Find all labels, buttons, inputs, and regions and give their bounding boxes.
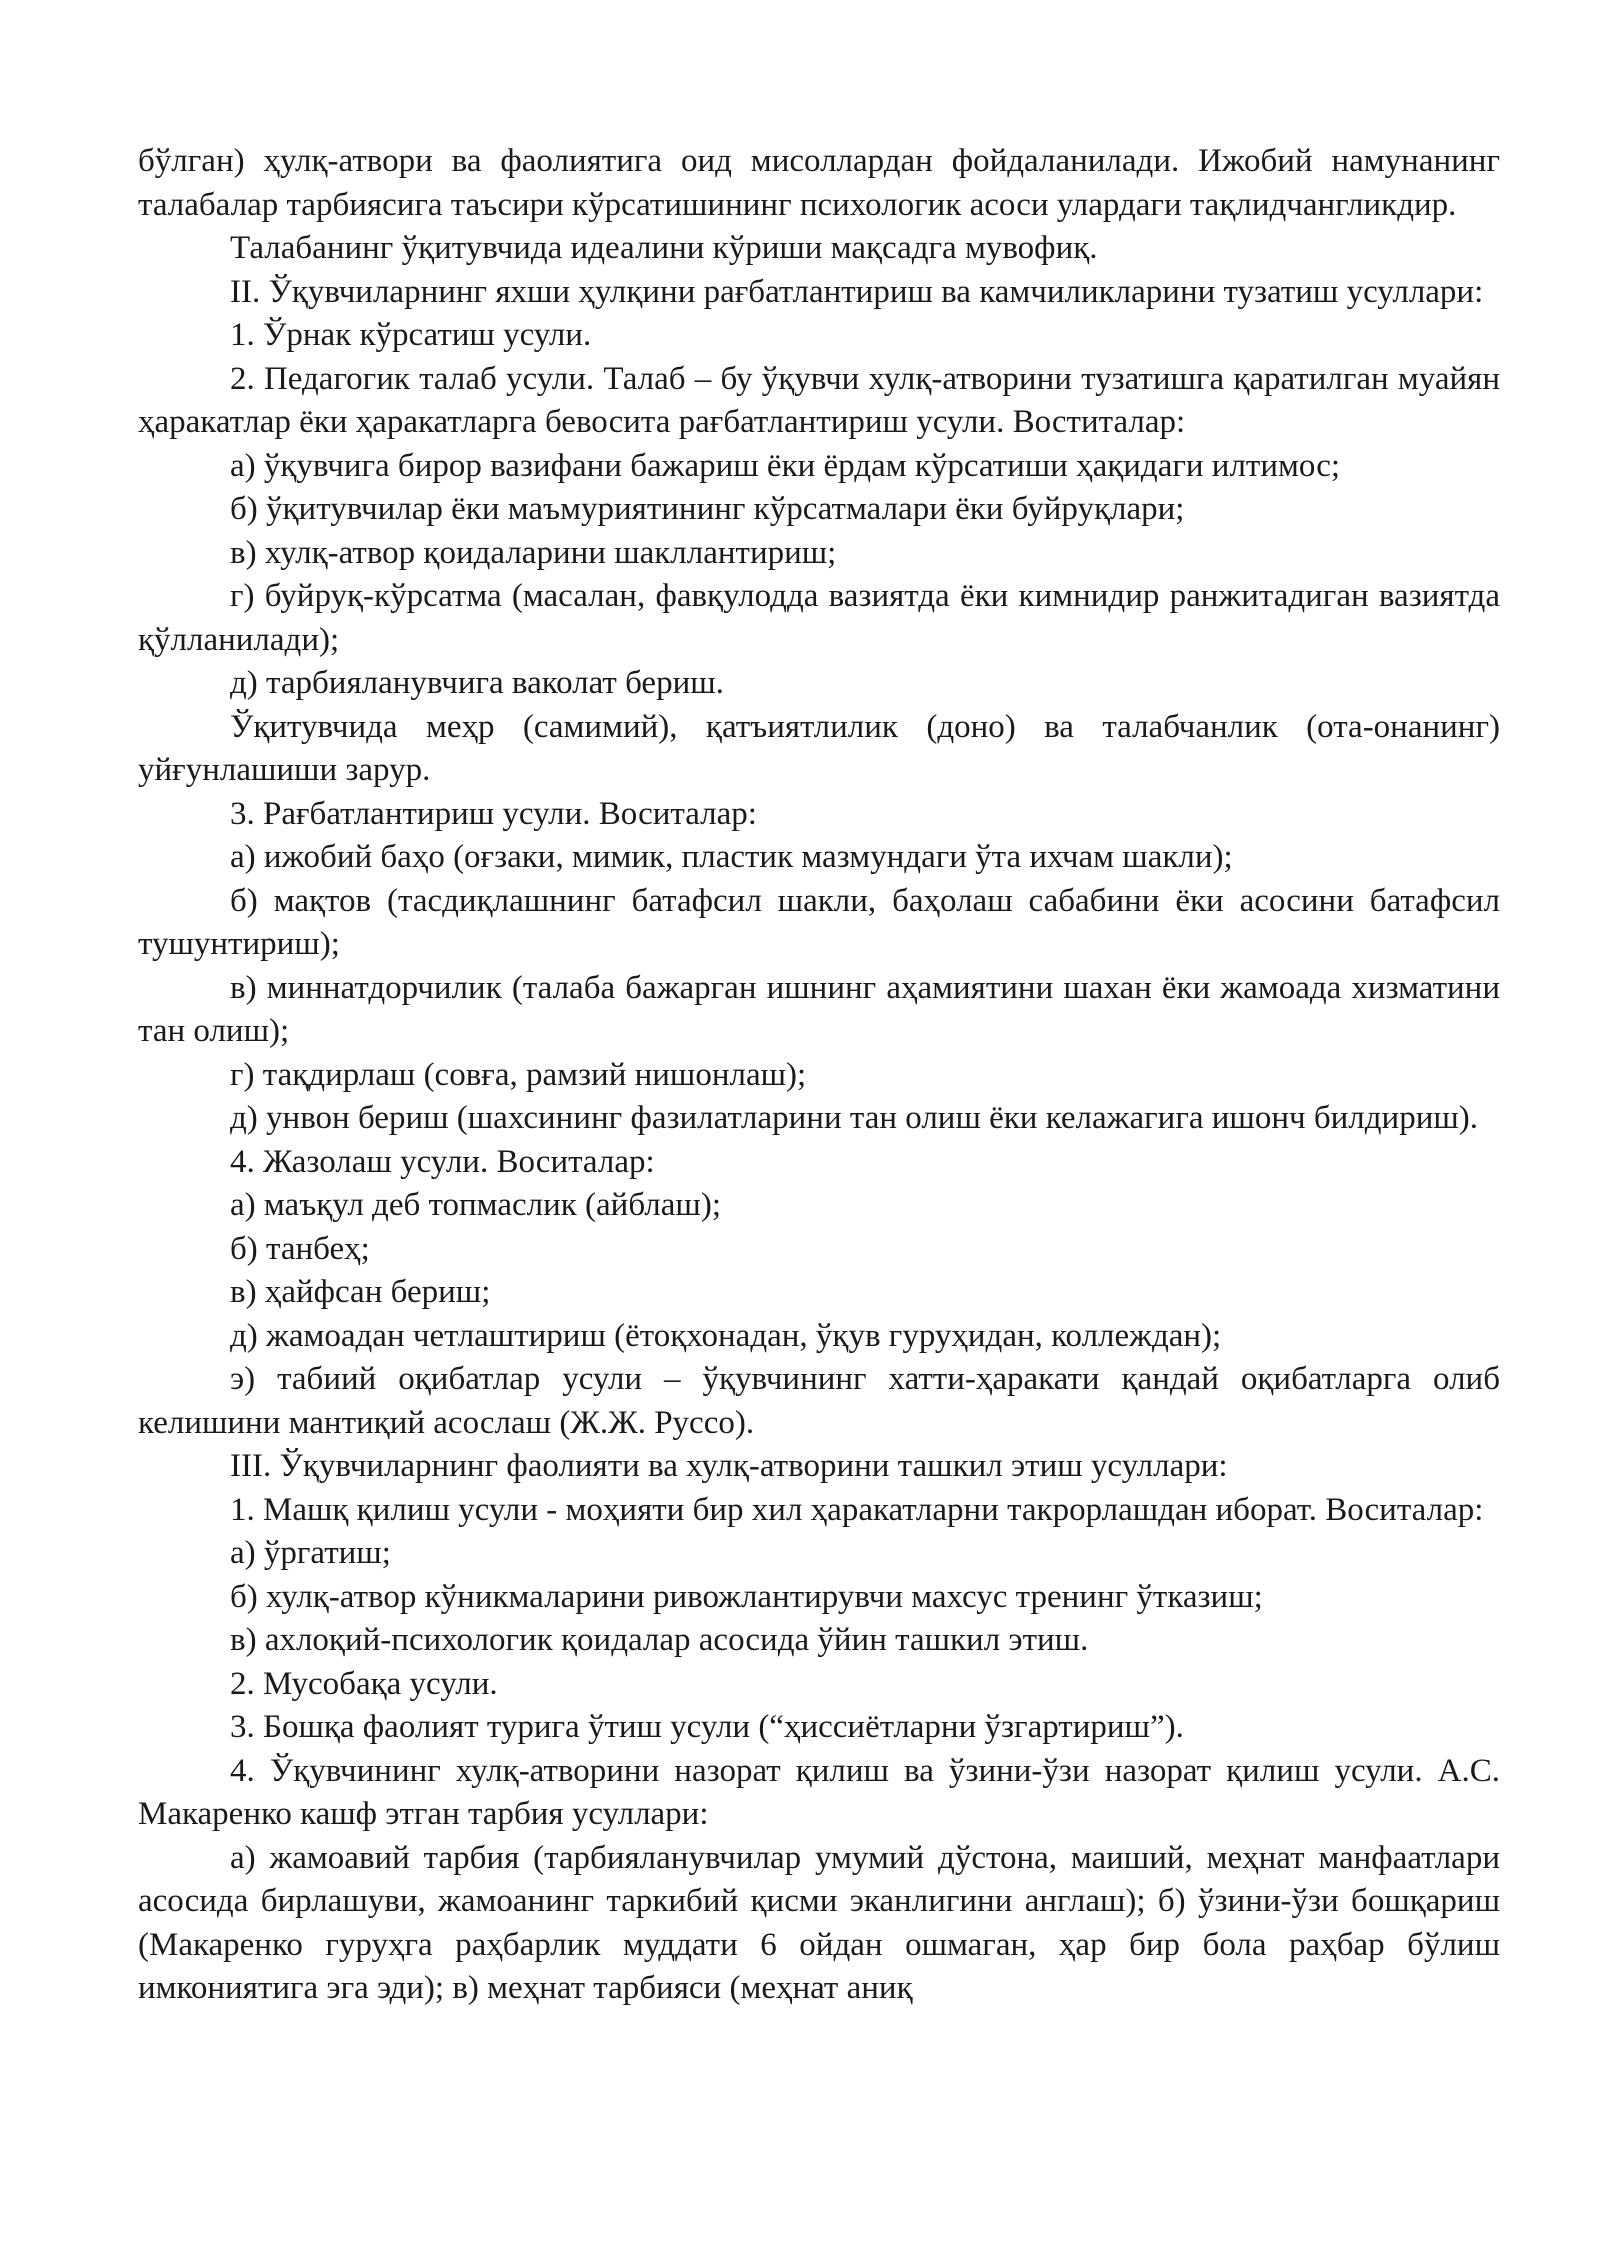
paragraph: 4. Ўқувчининг хулқ-атворини назорат қилиш ва ўзини-ўзи назорат қилиш усули. А.С. Макаренко кашф этган тарбия усуллари: [138,1752,1500,1832]
paragraph: а) ижобий баҳо (оғзаки, мимик, пластик мазмундаги ўта ихчам шакли); [230,839,1233,875]
paragraph: э) табиий оқибатлар усули – ўқувчининг хатти-ҳаракати қандай оқибатларга олиб келишини мантиқий асослаш (Ж.Ж. Руссо). [138,1361,1500,1441]
paragraph: в) хулқ-атвор қоидаларини шакллантириш; [230,534,837,571]
paragraph: а) ўргатиш; [230,1535,391,1571]
paragraph: а) жамоавий тарбия (тарбияланувчилар умумий дўстона, маиший, меҳнат манфаатлари асосида бирлашуви, жамоанинг таркибий қисми эканлигини англаш); б) ўзини-ўзи бошқариш (Макаренко гуруҳга раҳбарлик муддати 6 ойдан ошмаган, ҳар бир бола раҳбар бўлиш имкониятига эга эди); в) меҳнат тарбияси (меҳнат аниқ [138,1839,1500,2006]
paragraph: 3. Рағбатлантириш усули. Воситалар: [230,795,757,832]
paragraph: б) танбеҳ; [230,1230,370,1267]
paragraph: а) маъқул деб топмаслик (айблаш); [230,1187,721,1223]
paragraph: г) буйруқ-кўрсатма (масалан, фавқулодда вазиятда ёки кимнидир ранжитадиган вазиятда қўлланилади); [138,578,1500,658]
paragraph: б) хулқ-атвор кўникмаларини ривожлантирувчи махсус тренинг ўтказиш; [230,1578,1263,1615]
document-body [138,140,1500,2011]
paragraph: в) миннатдорчилик (талаба бажарган ишнинг аҳамиятини шахан ёки жамоада хизматини тан олиш); [138,969,1500,1049]
paragraph: д) тарбияланувчига ваколат бериш. [230,665,724,701]
paragraph: Талабанинг ўқитувчида идеалини кўриши мақсадга мувофиқ. [230,230,1098,266]
paragraph: бўлган) ҳулқ-атвори ва фаолиятига оид мисоллардан фойдаланилади. Ижобий намунанинг талабалар тарбиясига таъсири кўрсатишининг психологик асоси улардаги тақлидчангликдир. [138,143,1500,223]
paragraph: 1. Ўрнак кўрсатиш усули. [230,317,592,353]
paragraph: в) ҳайфсан бериш; [230,1274,491,1310]
paragraph: 3. Бошқа фаолият турига ўтиш усули (“ҳиссиётларни ўзгартириш”). [230,1709,1184,1745]
paragraph: III. Ўқувчиларнинг фаолияти ва хулқ-атворини ташкил этиш усуллари: [230,1448,1228,1484]
paragraph: г) тақдирлаш (совға, рамзий нишонлаш); [230,1056,807,1093]
paragraph: в) ахлоқий-психологик қоидалар асосида ўйин ташкил этиш. [230,1622,1089,1658]
paragraph: б) ўқитувчилар ёки маъмуриятининг кўрсатмалари ёки буйруқлари; [230,491,1185,527]
paragraph: б) мақтов (тасдиқлашнинг батафсил шакли, баҳолаш сабабини ёки асосини батафсил тушунтириш); [138,882,1500,962]
paragraph: 2. Мусобақа усули. [230,1665,498,1702]
paragraph: 2. Педагогик талаб усули. Талаб – бу ўқувчи хулқ-атворини тузатишга қаратилган муайян ҳаракатлар ёки ҳаракатларга бевосита рағбатлантириш усули. Воститалар: [138,360,1500,440]
paragraph: II. Ўқувчиларнинг яхши ҳулқини рағбатлантириш ва камчиликларини тузатиш усуллари: [230,273,1484,310]
paragraph: 1. Машқ қилиш усули - моҳияти бир хил ҳаракатларни такрорлашдан иборат. Воситалар: [230,1491,1484,1528]
paragraph: а) ўқувчига бирор вазифани бажариш ёки ёрдам кўрсатиши ҳақидаги илтимос; [230,447,1341,484]
paragraph: д) унвон бериш (шахсининг фазилатларини тан олиш ёки келажагига ишонч билдириш). [230,1100,1479,1136]
paragraph: Ўқитувчида меҳр (самимий), қатъиятлилик (доно) ва талабчанлик (ота-онанинг) уйғунлашиши зарур. [138,708,1500,788]
paragraph: 4. Жазолаш усули. Воситалар: [230,1143,655,1180]
paragraph: д) жамоадан четлаштириш (ётоқхонадан, ўқув гуруҳидан, коллеждан); [230,1317,1222,1354]
